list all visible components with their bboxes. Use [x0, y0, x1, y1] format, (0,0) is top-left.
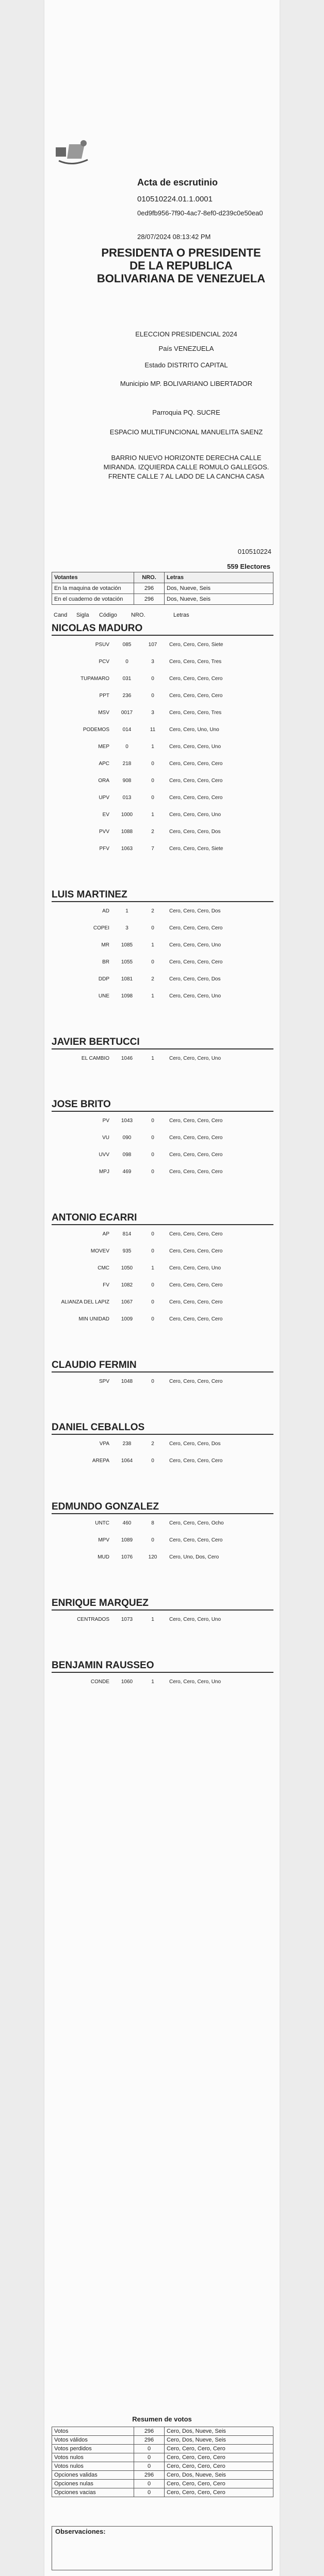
resumen-letras: Cero, Cero, Cero, Cero: [165, 2445, 273, 2453]
party-org: PVV: [99, 829, 109, 835]
votantes-table: [52, 572, 273, 605]
party-votes: 1: [151, 1056, 154, 1061]
party-letras: Cero, Cero, Cero, Cero: [169, 693, 223, 699]
party-org: EV: [102, 812, 109, 818]
row-letras: Dos, Nueve, Seis: [165, 583, 273, 594]
party-code: 1073: [121, 1617, 133, 1622]
party-code: 1098: [121, 993, 133, 999]
table-row: [52, 594, 273, 605]
party-row: [52, 1129, 273, 1146]
party-letras: Cero, Cero, Cero, Uno: [169, 812, 221, 818]
party-letras: Cero, Cero, Cero, Cero: [169, 1169, 223, 1175]
party-org: TUPAMARO: [80, 676, 109, 682]
resumen-label: Opciones validas: [52, 2471, 134, 2480]
party-org: VPA: [99, 1441, 109, 1447]
party-letras: Cero, Cero, Cero, Tres: [169, 710, 222, 716]
party-letras: Cero, Cero, Cero, Cero: [169, 1231, 223, 1237]
party-votes: 1: [151, 812, 154, 818]
party-letras: Cero, Cero, Cero, Cero: [169, 1282, 223, 1288]
party-votes: 0: [151, 925, 154, 931]
party-votes: 0: [151, 1316, 154, 1322]
party-letras: Cero, Cero, Cero, Siete: [169, 642, 223, 648]
party-letras: Cero, Cero, Cero, Cero: [169, 1537, 223, 1543]
party-code: 218: [122, 761, 132, 767]
resumen-letras: Cero, Cero, Cero, Cero: [165, 2453, 273, 2462]
party-row: [52, 789, 273, 806]
party-votes: 0: [151, 795, 154, 801]
acta-hash: 0ed9fb956-7f90-4ac7-8ef0-d239c0e50ea0: [137, 209, 263, 217]
party-row: [52, 1242, 273, 1259]
party-row: [52, 1259, 273, 1276]
party-votes: 0: [151, 1379, 154, 1384]
party-row: [52, 1146, 273, 1163]
resumen-nro: 0: [134, 2462, 165, 2471]
candidate-block: [52, 1421, 273, 1469]
party-row: [52, 755, 273, 772]
candidate-name: JAVIER BERTUCCI: [52, 1036, 273, 1049]
party-row: [52, 1611, 273, 1628]
party-code: 1043: [121, 1118, 133, 1124]
party-letras: Cero, Cero, Cero, Uno: [169, 1679, 221, 1685]
party-votes: 1: [151, 1265, 154, 1271]
party-code: 1088: [121, 829, 133, 835]
party-votes: 0: [151, 959, 154, 965]
party-votes: 0: [151, 1458, 154, 1464]
party-votes: 3: [151, 659, 154, 665]
party-votes: 0: [151, 778, 154, 784]
party-org: CONDE: [90, 1679, 109, 1685]
party-letras: Cero, Cero, Cero, Cero: [169, 925, 223, 931]
party-org: BR: [102, 959, 109, 965]
party-code: 0: [125, 659, 128, 665]
party-votes: 1: [151, 1679, 154, 1685]
table-row: [52, 2488, 273, 2497]
observaciones-box: Observaciones:: [52, 2526, 272, 2570]
party-letras: Cero, Cero, Cero, Uno: [169, 744, 221, 750]
candidate-block: [52, 622, 273, 857]
resumen-table: [52, 2427, 273, 2497]
party-org: CMC: [98, 1265, 109, 1271]
party-letras: Cero, Cero, Cero, Uno: [169, 1617, 221, 1622]
party-votes: 0: [151, 676, 154, 682]
party-code: 1089: [121, 1537, 133, 1543]
party-letras: Cero, Cero, Cero, Cero: [169, 959, 223, 965]
candidate-name: NICOLAS MADURO: [52, 622, 273, 636]
table-row: [52, 2453, 273, 2462]
candidate-name: EDMUNDO GONZALEZ: [52, 1501, 273, 1514]
col-nro: NRO.: [131, 612, 145, 618]
party-votes: 2: [151, 829, 154, 835]
party-votes: 0: [151, 1231, 154, 1237]
party-code: 1050: [121, 1265, 133, 1271]
party-letras: Cero, Cero, Uno, Uno: [169, 727, 219, 733]
party-code: 1: [125, 908, 128, 914]
party-row: [52, 1435, 273, 1452]
party-letras: Cero, Cero, Cero, Cero: [169, 1152, 223, 1158]
party-row: [52, 670, 273, 687]
pais: País VENEZUELA: [158, 345, 214, 352]
party-org: AD: [102, 908, 109, 914]
candidate-name: DANIEL CEBALLOS: [52, 1421, 273, 1435]
party-row: [52, 840, 273, 857]
col-codigo: Código: [99, 612, 117, 618]
centro-votacion: ESPACIO MULTIFUNCIONAL MANUELITA SAENZ: [109, 428, 263, 436]
candidate-block: [52, 1098, 273, 1180]
party-code: 238: [122, 1441, 132, 1447]
party-row: [52, 970, 273, 987]
party-code: 085: [122, 642, 132, 648]
resumen-letras: Cero, Dos, Nueve, Seis: [165, 2427, 273, 2436]
party-row: [52, 687, 273, 704]
resumen-label: Votos: [52, 2427, 134, 2436]
party-votes: 0: [151, 1118, 154, 1124]
cne-logo-icon: [54, 138, 91, 168]
party-code: 0: [125, 744, 128, 750]
party-row: [52, 1293, 273, 1310]
resumen-nro: 296: [134, 2436, 165, 2445]
party-code: 090: [122, 1135, 132, 1141]
party-votes: 0: [151, 1537, 154, 1543]
party-org: MIN UNIDAD: [78, 1316, 109, 1322]
party-votes: 0: [151, 1248, 154, 1254]
party-code: 1048: [121, 1379, 133, 1384]
party-org: MPV: [98, 1537, 109, 1543]
estado: Estado DISTRITO CAPITAL: [144, 361, 228, 369]
party-row: [52, 806, 273, 823]
party-org: PSUV: [95, 642, 109, 648]
candidate-block: [52, 1036, 273, 1066]
party-votes: 107: [148, 642, 157, 648]
party-letras: Cero, Cero, Cero, Cero: [169, 1135, 223, 1141]
party-votes: 1: [151, 942, 154, 948]
resumen-nro: 296: [134, 2427, 165, 2436]
party-org: ORA: [98, 778, 109, 784]
party-letras: Cero, Cero, Cero, Cero: [169, 778, 223, 784]
party-row: [52, 987, 273, 1004]
resumen-nro: 0: [134, 2453, 165, 2462]
party-code: 1009: [121, 1316, 133, 1322]
resumen-label: Votos nulos: [52, 2453, 134, 2462]
party-org: EL CAMBIO: [81, 1056, 109, 1061]
candidate-name: JOSE BRITO: [52, 1098, 273, 1112]
election-title: PRESIDENTA O PRESIDENTE DE LA REPUBLICA BOLIVARIANA DE VENEZUELA: [96, 246, 266, 285]
party-row: [52, 1225, 273, 1242]
row-nro: 296: [134, 594, 165, 605]
party-code: 013: [122, 795, 132, 801]
party-letras: Cero, Cero, Cero, Cero: [169, 1299, 223, 1305]
acta-datetime: 28/07/2024 08:13:42 PM: [137, 233, 211, 241]
party-row: [52, 1163, 273, 1180]
candidate-block: [52, 1212, 273, 1327]
party-org: UNE: [98, 993, 109, 999]
party-letras: Cero, Cero, Cero, Uno: [169, 993, 221, 999]
party-row: [52, 772, 273, 789]
party-votes: 0: [151, 693, 154, 699]
col-letras: Letras: [165, 572, 273, 583]
resumen-label: Votos válidos: [52, 2436, 134, 2445]
party-org: MPJ: [99, 1169, 109, 1175]
party-letras: Cero, Cero, Cero, Cero: [169, 761, 223, 767]
candidate-name: BENJAMIN RAUSSEO: [52, 1659, 273, 1673]
party-org: PODEMOS: [83, 727, 109, 733]
col-votantes: Votantes: [52, 572, 134, 583]
party-code: 1000: [121, 812, 133, 818]
party-org: UPV: [99, 795, 109, 801]
party-org: UNTC: [95, 1520, 109, 1526]
party-code: 469: [122, 1169, 132, 1175]
election-name: ELECCION PRESIDENCIAL 2024: [135, 330, 237, 338]
party-code: 014: [122, 727, 132, 733]
table-row: [52, 2480, 273, 2488]
party-votes: 2: [151, 976, 154, 982]
party-code: 1063: [121, 846, 133, 852]
party-votes: 2: [151, 908, 154, 914]
codigo-centro: 010510224: [237, 548, 271, 555]
acta-id: 010510224.01.1.0001: [137, 195, 213, 204]
resumen-label: Votos nulos: [52, 2462, 134, 2471]
party-code: 098: [122, 1152, 132, 1158]
party-letras: Cero, Cero, Cero, Uno: [169, 1056, 221, 1061]
party-org: MEP: [98, 744, 109, 750]
party-org: MUD: [98, 1554, 109, 1560]
table-row: [52, 2427, 273, 2436]
party-row: [52, 1112, 273, 1129]
party-letras: Cero, Cero, Cero, Ocho: [169, 1520, 224, 1526]
party-votes: 0: [151, 1169, 154, 1175]
candidate-name: CLAUDIO FERMIN: [52, 1359, 273, 1372]
resumen-nro: 0: [134, 2488, 165, 2497]
party-row: [52, 1673, 273, 1690]
direccion: BARRIO NUEVO HORIZONTE DERECHA CALLE MIRANDA. IZQUIERDA CALLE ROMULO GALLEGOS. FRENTE CALLE 7 AL LADO DE LA CANCHA CASA: [103, 454, 269, 480]
resumen-letras: Cero, Dos, Nueve, Seis: [165, 2436, 273, 2445]
party-votes: 0: [151, 761, 154, 767]
resumen-nro: 296: [134, 2471, 165, 2480]
col-letras: Letras: [173, 612, 189, 618]
party-code: 1076: [121, 1554, 133, 1560]
table-row: [52, 2462, 273, 2471]
party-votes: 120: [148, 1554, 157, 1560]
party-votes: 8: [151, 1520, 154, 1526]
candidate-name: ENRIQUE MARQUEZ: [52, 1597, 273, 1611]
candidate-block: [52, 1597, 273, 1628]
party-letras: Cero, Cero, Cero, Siete: [169, 846, 223, 852]
party-row: [52, 919, 273, 936]
party-row: [52, 936, 273, 953]
party-row: [52, 1548, 273, 1565]
party-code: 908: [122, 778, 132, 784]
col-cand: Cand: [54, 612, 68, 618]
party-votes: 0: [151, 1135, 154, 1141]
candidate-block: [52, 1659, 273, 1690]
party-code: 3: [125, 925, 128, 931]
party-code: 1055: [121, 959, 133, 965]
party-org: MR: [101, 942, 109, 948]
party-letras: Cero, Cero, Cero, Cero: [169, 1316, 223, 1322]
party-letras: Cero, Cero, Cero, Dos: [169, 829, 221, 835]
party-org: AREPA: [92, 1458, 109, 1464]
party-row: [52, 704, 273, 721]
row-label: En la maquina de votación: [52, 583, 134, 594]
table-row: [52, 2445, 273, 2453]
party-letras: Cero, Cero, Cero, Cero: [169, 1458, 223, 1464]
party-row: [52, 902, 273, 919]
party-votes: 1: [151, 744, 154, 750]
party-row: [52, 653, 273, 670]
candidate-block: [52, 1501, 273, 1565]
party-row: [52, 1310, 273, 1327]
party-letras: Cero, Cero, Cero, Uno: [169, 942, 221, 948]
candidate-block: [52, 1359, 273, 1389]
party-org: PCV: [99, 659, 109, 665]
table-row: [52, 2436, 273, 2445]
party-row: [52, 1276, 273, 1293]
party-letras: Cero, Cero, Cero, Cero: [169, 1118, 223, 1124]
party-org: AP: [102, 1231, 109, 1237]
party-votes: 1: [151, 1617, 154, 1622]
party-votes: 2: [151, 1441, 154, 1447]
parroquia: Parroquia PQ. SUCRE: [152, 409, 220, 416]
party-votes: 3: [151, 710, 154, 716]
resumen-letras: Cero, Dos, Nueve, Seis: [165, 2471, 273, 2480]
party-row: [52, 1531, 273, 1548]
party-row: [52, 953, 273, 970]
col-nro: NRO.: [134, 572, 165, 583]
party-org: PPT: [99, 693, 109, 699]
resumen-title: Resumen de votos: [132, 2415, 192, 2423]
party-code: 1085: [121, 942, 133, 948]
party-code: 1081: [121, 976, 133, 982]
party-code: 031: [122, 676, 132, 682]
resumen-letras: Cero, Cero, Cero, Cero: [165, 2480, 273, 2488]
party-org: APC: [99, 761, 109, 767]
party-org: COPEI: [93, 925, 109, 931]
acta-document: [44, 0, 280, 2576]
table-row: [52, 2471, 273, 2480]
row-nro: 296: [134, 583, 165, 594]
party-row: [52, 721, 273, 738]
resumen-letras: Cero, Cero, Cero, Cero: [165, 2462, 273, 2471]
party-votes: 1: [151, 993, 154, 999]
table-row: [52, 583, 273, 594]
party-letras: Cero, Cero, Cero, Dos: [169, 1441, 221, 1447]
party-letras: Cero, Cero, Cero, Uno: [169, 1265, 221, 1271]
party-letras: Cero, Cero, Cero, Cero: [169, 795, 223, 801]
party-org: SPV: [99, 1379, 109, 1384]
party-row: [52, 1452, 273, 1469]
party-code: 460: [122, 1520, 132, 1526]
party-org: PFV: [99, 846, 109, 852]
candidate-name: ANTONIO ECARRI: [52, 1212, 273, 1225]
party-code: 0017: [121, 710, 133, 716]
party-code: 814: [122, 1231, 132, 1237]
party-votes: 0: [151, 1282, 154, 1288]
candidate-name: LUIS MARTINEZ: [52, 889, 273, 902]
resumen-label: Opciones vacias: [52, 2488, 134, 2497]
party-votes: 0: [151, 1152, 154, 1158]
party-letras: Cero, Cero, Cero, Cero: [169, 1379, 223, 1384]
party-code: 1067: [121, 1299, 133, 1305]
party-code: 1064: [121, 1458, 133, 1464]
party-row: [52, 1372, 273, 1389]
party-org: PV: [102, 1118, 109, 1124]
party-letras: Cero, Cero, Cero, Dos: [169, 908, 221, 914]
party-code: 1046: [121, 1056, 133, 1061]
party-org: MSV: [98, 710, 109, 716]
party-row: [52, 823, 273, 840]
party-votes: 11: [150, 727, 156, 733]
resumen-label: Opciones nulas: [52, 2480, 134, 2488]
col-sigla: Sigla: [76, 612, 89, 618]
acta-title: Acta de escrutinio: [137, 177, 218, 188]
party-org: UVV: [99, 1152, 109, 1158]
party-letras: Cero, Cero, Cero, Cero: [169, 1248, 223, 1254]
party-row: [52, 636, 273, 653]
party-org: ALIANZA DEL LAPIZ: [61, 1299, 109, 1305]
party-row: [52, 1514, 273, 1531]
resumen-nro: 0: [134, 2445, 165, 2453]
party-code: 236: [122, 693, 132, 699]
party-org: FV: [103, 1282, 109, 1288]
party-letras: Cero, Cero, Cero, Tres: [169, 659, 222, 665]
party-org: DDP: [98, 976, 109, 982]
party-votes: 7: [151, 846, 154, 852]
municipio: Municipio MP. BOLIVARIANO LIBERTADOR: [120, 380, 253, 387]
party-letras: Cero, Cero, Cero, Cero: [169, 676, 223, 682]
resumen-letras: Cero, Cero, Cero, Cero: [165, 2488, 273, 2497]
party-org: MOVEV: [90, 1248, 109, 1254]
resumen-label: Votos perdidos: [52, 2445, 134, 2453]
row-letras: Dos, Nueve, Seis: [165, 594, 273, 605]
party-row: [52, 1049, 273, 1066]
candidate-block: [52, 889, 273, 1004]
party-code: 935: [122, 1248, 132, 1254]
resumen-nro: 0: [134, 2480, 165, 2488]
party-org: VU: [102, 1135, 109, 1141]
electores-count: 559 Electores: [227, 563, 270, 570]
party-code: 1060: [121, 1679, 133, 1685]
party-letras: Cero, Uno, Dos, Cero: [169, 1554, 219, 1560]
party-votes: 0: [151, 1299, 154, 1305]
party-code: 1082: [121, 1282, 133, 1288]
party-row: [52, 738, 273, 755]
acta-header: [44, 0, 280, 555]
party-letras: Cero, Cero, Cero, Dos: [169, 976, 221, 982]
party-org: CENTRADOS: [77, 1617, 109, 1622]
row-label: En el cuaderno de votación: [52, 594, 134, 605]
